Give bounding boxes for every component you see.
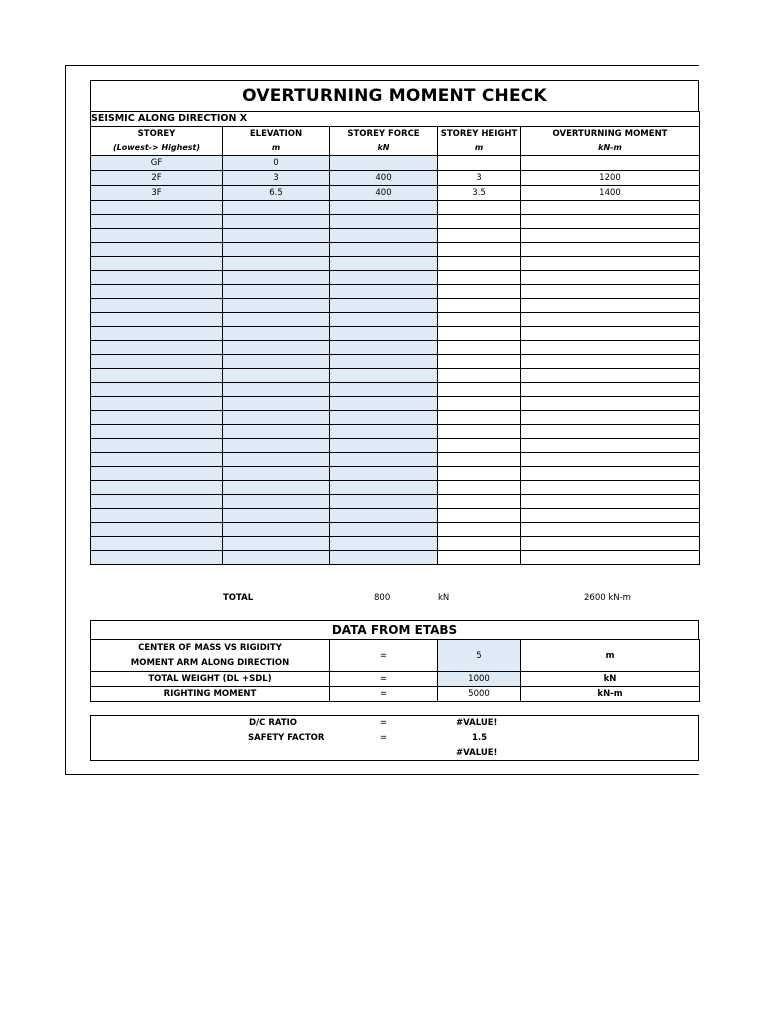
table-cell[interactable] [223, 397, 330, 411]
table-cell[interactable] [223, 523, 330, 537]
table-row [91, 523, 700, 537]
table-cell[interactable] [438, 537, 521, 551]
total-weight-label: TOTAL WEIGHT (DL +SDL) [91, 672, 330, 687]
table-cell[interactable] [223, 411, 330, 425]
table-cell[interactable] [521, 341, 700, 355]
table-cell[interactable] [91, 537, 223, 551]
table-cell[interactable] [521, 229, 700, 243]
table-cell[interactable] [521, 425, 700, 439]
table-cell[interactable]: 2F [91, 171, 223, 186]
table-cell[interactable] [521, 271, 700, 285]
safety-factor-eq: = [380, 733, 388, 743]
table-cell[interactable] [330, 383, 438, 397]
table-cell[interactable] [438, 299, 521, 313]
table-cell[interactable] [438, 425, 521, 439]
col-unit-storey-height: m [438, 141, 521, 156]
table-row [91, 215, 700, 229]
table-cell[interactable] [521, 411, 700, 425]
table-row [91, 495, 700, 509]
table-cell[interactable] [438, 327, 521, 341]
table-cell[interactable] [223, 439, 330, 453]
table-cell[interactable] [330, 299, 438, 313]
table-cell[interactable] [521, 467, 700, 481]
total-label: TOTAL [223, 593, 254, 603]
table-row [91, 201, 700, 215]
table-cell[interactable] [438, 341, 521, 355]
table-cell[interactable] [521, 313, 700, 327]
table-cell[interactable] [223, 537, 330, 551]
table-cell[interactable] [91, 523, 223, 537]
table-cell[interactable] [438, 156, 521, 171]
table-cell[interactable] [223, 257, 330, 271]
righting-moment-value: 5000 [438, 687, 521, 702]
dc-ratio-label: D/C RATIO [249, 718, 298, 728]
table-cell[interactable] [223, 481, 330, 495]
safety-factor-label: SAFETY FACTOR [248, 733, 325, 743]
table-cell[interactable] [330, 369, 438, 383]
righting-moment-label: RIGHTING MOMENT [91, 687, 330, 702]
table-cell[interactable] [521, 397, 700, 411]
table-cell[interactable] [521, 439, 700, 453]
table-cell[interactable] [521, 285, 700, 299]
table-row [91, 156, 700, 171]
table-cell[interactable] [438, 215, 521, 229]
table-cell[interactable] [91, 229, 223, 243]
total-force: 800 [374, 593, 391, 603]
table-cell[interactable] [91, 397, 223, 411]
table-cell[interactable] [91, 201, 223, 215]
table-cell[interactable] [91, 551, 223, 565]
table-cell[interactable] [438, 453, 521, 467]
table-cell[interactable] [223, 551, 330, 565]
table-cell[interactable] [521, 257, 700, 271]
table-row [91, 383, 700, 397]
col-unit-storey: (Lowest-> Highest) [91, 141, 223, 156]
table-cell[interactable] [521, 327, 700, 341]
table-cell[interactable]: 400 [330, 186, 438, 201]
page-title: OVERTURNING MOMENT CHECK [242, 86, 547, 106]
table-cell[interactable] [330, 257, 438, 271]
table-cell[interactable] [223, 369, 330, 383]
table-row [91, 551, 700, 565]
table-row [91, 285, 700, 299]
table-cell[interactable] [330, 537, 438, 551]
table-cell[interactable] [438, 271, 521, 285]
table-cell[interactable] [223, 327, 330, 341]
col-unit-overturning-moment: kN-m [521, 141, 700, 156]
total-weight-eq: = [330, 672, 438, 687]
section-label: SEISMIC ALONG DIRECTION X [91, 112, 700, 127]
table-cell[interactable] [223, 215, 330, 229]
table-cell[interactable] [91, 453, 223, 467]
table-row [91, 537, 700, 551]
total-weight-value[interactable]: 1000 [438, 672, 521, 687]
table-cell[interactable] [330, 313, 438, 327]
table-cell[interactable] [91, 425, 223, 439]
table-cell[interactable]: 0 [223, 156, 330, 171]
table-cell[interactable] [521, 537, 700, 551]
table-cell[interactable] [330, 509, 438, 523]
table-cell[interactable] [438, 523, 521, 537]
table-cell[interactable]: 3 [438, 171, 521, 186]
table-row [91, 467, 700, 481]
table-cell[interactable] [330, 411, 438, 425]
dc-ratio-value: #VALUE! [456, 718, 498, 728]
col-unit-elevation: m [223, 141, 330, 156]
table-cell[interactable] [330, 495, 438, 509]
table-cell[interactable] [330, 523, 438, 537]
etabs-title: DATA FROM ETABS [331, 623, 458, 637]
table-cell[interactable] [438, 313, 521, 327]
table-cell[interactable] [330, 425, 438, 439]
table-cell[interactable] [438, 495, 521, 509]
table-cell[interactable] [330, 243, 438, 257]
table-cell[interactable] [521, 243, 700, 257]
title-box [90, 80, 699, 111]
table-row [91, 186, 700, 201]
table-cell[interactable] [438, 285, 521, 299]
table-cell[interactable] [521, 355, 700, 369]
table-cell[interactable] [438, 383, 521, 397]
table-row [91, 341, 700, 355]
table-cell[interactable] [438, 369, 521, 383]
table-cell[interactable] [330, 271, 438, 285]
table-cell[interactable] [223, 229, 330, 243]
table-cell[interactable] [521, 481, 700, 495]
table-cell[interactable]: 6.5 [223, 186, 330, 201]
col-header-elevation: ELEVATION [223, 127, 330, 142]
table-cell[interactable] [330, 215, 438, 229]
righting-moment-unit: kN-m [521, 687, 700, 702]
total-force-unit: kN [438, 593, 450, 603]
table-row [91, 509, 700, 523]
table-cell[interactable] [91, 509, 223, 523]
check-result: #VALUE! [456, 748, 498, 758]
table-row [91, 411, 700, 425]
table-row [91, 257, 700, 271]
table-cell[interactable] [91, 467, 223, 481]
table-cell[interactable] [438, 411, 521, 425]
table-cell[interactable] [91, 369, 223, 383]
table-cell[interactable] [521, 509, 700, 523]
table-cell[interactable] [91, 327, 223, 341]
table-row [91, 369, 700, 383]
table-cell[interactable]: 400 [330, 171, 438, 186]
safety-factor-value: 1.5 [472, 733, 488, 743]
moment-arm-unit: m [521, 640, 700, 672]
table-row [91, 171, 700, 186]
table-row [91, 481, 700, 495]
righting-moment-eq: = [330, 687, 438, 702]
table-row [91, 425, 700, 439]
table-cell[interactable] [330, 453, 438, 467]
table-cell[interactable] [438, 509, 521, 523]
table-cell[interactable] [521, 383, 700, 397]
table-cell[interactable] [330, 467, 438, 481]
table-cell[interactable] [223, 467, 330, 481]
table-cell[interactable] [91, 243, 223, 257]
table-cell[interactable] [330, 481, 438, 495]
safety-factor-row [91, 731, 698, 745]
moment-arm-label [91, 640, 330, 672]
table-cell[interactable] [438, 467, 521, 481]
etabs-table [90, 639, 700, 702]
table-cell[interactable] [223, 299, 330, 313]
table-cell[interactable] [91, 383, 223, 397]
table-cell[interactable] [91, 215, 223, 229]
moment-arm-value[interactable]: 5 [438, 640, 521, 672]
check-result-row [91, 746, 698, 760]
table-cell[interactable] [330, 201, 438, 215]
table-cell[interactable]: 1200 [521, 171, 700, 186]
table-cell[interactable] [330, 355, 438, 369]
table-cell[interactable]: GF [91, 156, 223, 171]
table-row [91, 229, 700, 243]
table-cell[interactable] [521, 156, 700, 171]
table-row [91, 453, 700, 467]
table-cell[interactable] [223, 271, 330, 285]
table-cell[interactable] [223, 453, 330, 467]
table-cell[interactable]: 1400 [521, 186, 700, 201]
moment-arm-eq: = [330, 640, 438, 672]
total-moment: 2600 kN-m [584, 593, 631, 603]
table-cell[interactable] [438, 439, 521, 453]
table-cell[interactable] [91, 271, 223, 285]
table-cell[interactable] [223, 495, 330, 509]
table-cell[interactable] [223, 425, 330, 439]
table-row [91, 299, 700, 313]
table-row [91, 397, 700, 411]
table-cell[interactable]: 3F [91, 186, 223, 201]
table-cell[interactable] [223, 355, 330, 369]
table-cell[interactable] [438, 243, 521, 257]
etabs-title-box [90, 620, 699, 640]
table-cell[interactable] [91, 341, 223, 355]
dc-ratio-row [91, 716, 698, 730]
check-box [90, 715, 699, 761]
table-row [91, 271, 700, 285]
table-cell[interactable] [223, 383, 330, 397]
col-header-storey: STOREY [91, 127, 223, 142]
table-cell[interactable] [91, 439, 223, 453]
col-header-storey-height: STOREY HEIGHT [438, 127, 521, 142]
table-cell[interactable] [330, 156, 438, 171]
col-header-overturning-moment: OVERTURNING MOMENT [521, 127, 700, 142]
table-cell[interactable] [521, 299, 700, 313]
moment-arm-label-line2: MOMENT ARM ALONG DIRECTION [130, 657, 290, 668]
moment-arm-label-line1: CENTER OF MASS VS RIGIDITY [138, 642, 282, 653]
table-cell[interactable] [438, 397, 521, 411]
table-cell[interactable]: 3.5 [438, 186, 521, 201]
table-cell[interactable] [438, 229, 521, 243]
table-cell[interactable] [91, 495, 223, 509]
table-cell[interactable] [521, 453, 700, 467]
table-cell[interactable] [223, 313, 330, 327]
table-row [91, 439, 700, 453]
table-row [91, 243, 700, 257]
table-cell[interactable] [330, 327, 438, 341]
table-cell[interactable] [330, 439, 438, 453]
table-row [91, 313, 700, 327]
col-unit-storey-force: kN [330, 141, 438, 156]
table-cell[interactable] [330, 551, 438, 565]
table-cell[interactable] [438, 201, 521, 215]
table-cell[interactable]: 3 [223, 171, 330, 186]
table-cell[interactable] [521, 201, 700, 215]
storey-table [90, 111, 700, 565]
table-cell[interactable] [91, 481, 223, 495]
table-cell[interactable] [438, 481, 521, 495]
table-cell[interactable] [223, 509, 330, 523]
table-cell[interactable] [91, 257, 223, 271]
table-cell[interactable] [223, 285, 330, 299]
table-cell[interactable] [330, 397, 438, 411]
table-row [91, 355, 700, 369]
table-cell[interactable] [521, 495, 700, 509]
table-cell[interactable] [330, 341, 438, 355]
table-cell[interactable] [438, 257, 521, 271]
dc-ratio-eq: = [380, 718, 388, 728]
table-cell[interactable] [91, 285, 223, 299]
table-cell[interactable] [521, 369, 700, 383]
table-cell[interactable] [223, 341, 330, 355]
table-cell[interactable] [438, 355, 521, 369]
table-cell[interactable] [91, 313, 223, 327]
table-row [91, 327, 700, 341]
table-cell[interactable] [330, 229, 438, 243]
table-cell[interactable] [91, 299, 223, 313]
totals-row [90, 591, 699, 605]
table-cell[interactable] [91, 355, 223, 369]
table-cell[interactable] [223, 243, 330, 257]
table-cell[interactable] [521, 523, 700, 537]
col-header-storey-force: STOREY FORCE [330, 127, 438, 142]
table-cell[interactable] [91, 411, 223, 425]
table-cell[interactable] [521, 215, 700, 229]
table-cell[interactable] [223, 201, 330, 215]
table-cell[interactable] [330, 285, 438, 299]
table-cell[interactable] [521, 551, 700, 565]
table-cell[interactable] [438, 551, 521, 565]
total-weight-unit: kN [521, 672, 700, 687]
